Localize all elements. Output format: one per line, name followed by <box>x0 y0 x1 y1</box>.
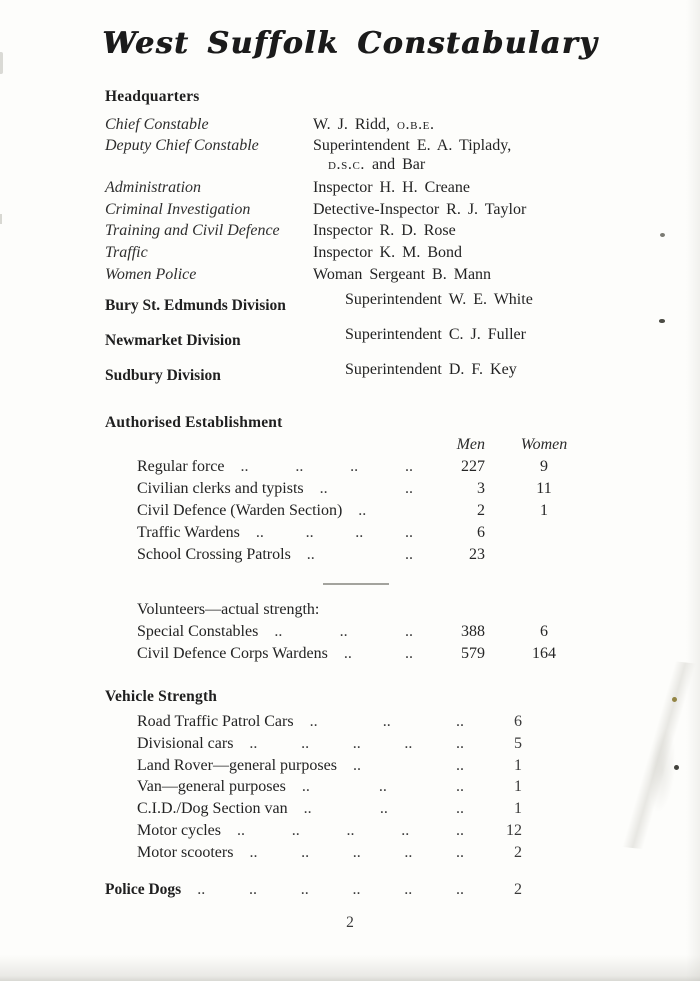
dot-leaders: .. <box>358 502 367 519</box>
volunteers-intro: Volunteers—actual strength: <box>137 601 320 618</box>
dot-leaders: .. .. .. .. <box>240 458 413 475</box>
dot-leaders: .. .. <box>306 546 413 563</box>
honour-abbreviation: o.b.e. <box>396 116 435 133</box>
count-value: 2 <box>514 881 522 898</box>
dot-leaders: .. .. .. .. .. <box>249 734 464 752</box>
role-label: Administration <box>105 178 202 196</box>
table-row <box>137 500 577 522</box>
role-label: Chief Constable <box>105 116 209 133</box>
dot-leaders: .. .. .. <box>274 623 413 640</box>
hq-row-administration <box>105 177 680 199</box>
division-superintendent: Superintendent C. J. Fuller <box>345 326 526 343</box>
officer-name-line2 <box>313 155 680 175</box>
men-value: 579 <box>461 645 485 662</box>
count-value: 1 <box>514 778 522 796</box>
headquarters-section <box>105 88 680 286</box>
men-value: 3 <box>477 480 485 497</box>
women-value: 6 <box>540 623 548 640</box>
hq-row-criminal-investigation <box>105 199 680 221</box>
police-dogs-label: Police Dogs <box>105 881 182 898</box>
row-label: C.I.D./Dog Section van <box>137 800 288 818</box>
headquarters-heading: Headquarters <box>105 88 200 105</box>
officer-name: Inspector K. M. Bond <box>313 244 462 262</box>
count-value: 2 <box>514 843 522 861</box>
division-name: Newmarket Division <box>105 332 241 349</box>
role-label: Training and Civil Defence <box>105 222 280 240</box>
officer-name <box>313 114 680 136</box>
hq-row-traffic <box>105 242 680 264</box>
role-label: Deputy Chief Constable <box>105 136 259 154</box>
dot-leaders: .. .. .. .. .. .. <box>197 881 464 898</box>
row-label: Civil Defence (Warden Section) <box>137 502 343 519</box>
officer-name-line1: Superintendent E. A. Tiplady, <box>313 136 512 154</box>
row-label: Road Traffic Patrol Cars <box>137 713 294 730</box>
women-value: 11 <box>536 480 552 497</box>
establishment-column-headers <box>137 434 577 456</box>
table-row <box>137 820 522 842</box>
spacer <box>137 434 437 456</box>
section-divider-rule <box>323 583 389 585</box>
table-row <box>105 879 522 901</box>
page-number: 2 <box>346 914 354 931</box>
men-value: 2 <box>477 502 485 519</box>
row-label: Civil Defence Corps Wardens <box>137 645 328 662</box>
role-label: Women Police <box>105 265 197 283</box>
headquarters-rows <box>105 114 680 286</box>
count-value: 6 <box>514 713 522 730</box>
table-row <box>137 643 577 665</box>
dot-leaders: .. .. .. <box>303 800 464 818</box>
officer-name <box>313 136 680 175</box>
scan-edge-shadow <box>686 0 700 981</box>
men-value: 388 <box>461 623 485 640</box>
hq-row-deputy-chief <box>105 136 680 175</box>
table-row <box>137 621 577 643</box>
dot-leaders: .. .. .. .. <box>255 524 413 541</box>
scan-edge-mark <box>0 214 2 224</box>
division-superintendent: Superintendent W. E. White <box>345 291 533 308</box>
dot-leaders: .. .. <box>343 645 413 662</box>
dot-leaders: .. .. <box>352 756 464 774</box>
hq-row-chief-constable <box>105 114 680 136</box>
hq-row-training-civil-defence <box>105 220 680 242</box>
row-label: Motor scooters <box>137 843 234 861</box>
table-row <box>137 733 522 755</box>
establishment-section <box>105 414 577 566</box>
table-row <box>137 776 522 798</box>
row-label: Divisional cars <box>137 734 234 752</box>
column-header-men: Men <box>456 436 485 453</box>
table-row <box>137 456 577 478</box>
women-value: 9 <box>540 458 548 475</box>
paper-crease <box>612 657 700 853</box>
row-label: Regular force <box>137 458 225 475</box>
row-label: Traffic Wardens <box>137 524 240 541</box>
row-label: Civilian clerks and typists <box>137 480 304 497</box>
dot-leaders: .. .. .. <box>301 778 464 796</box>
men-value: 227 <box>461 458 485 475</box>
dot-leaders: .. .. <box>319 480 413 497</box>
division-superintendent: Superintendent D. F. Key <box>345 361 517 378</box>
women-value <box>497 522 577 544</box>
honour-abbreviation: d.s.c. <box>328 156 365 174</box>
row-label: Land Rover—general purposes <box>137 756 337 774</box>
hq-row-women-police <box>105 264 680 286</box>
division-name: Bury St. Edmunds Division <box>105 297 286 314</box>
table-row <box>137 755 522 777</box>
honour-suffix-text: and Bar <box>365 156 426 174</box>
women-value: 164 <box>532 645 556 662</box>
officer-name: Inspector H. H. Creane <box>313 178 470 196</box>
table-row <box>137 798 522 820</box>
count-value: 1 <box>514 800 522 818</box>
row-label: Special Constables <box>137 623 259 640</box>
officer-name-text: W. J. Ridd, <box>313 116 390 133</box>
scan-bottom-shadow <box>0 955 700 981</box>
establishment-heading: Authorised Establishment <box>105 414 283 431</box>
women-value: 1 <box>540 502 548 519</box>
table-row <box>137 842 522 864</box>
table-row <box>137 711 522 733</box>
scan-speck <box>674 765 679 770</box>
division-row-sudbury <box>105 361 680 402</box>
police-dogs-section <box>105 879 522 901</box>
officer-name: Detective-Inspector R. J. Taylor <box>313 200 527 218</box>
dot-leaders: .. .. .. .. .. <box>249 843 464 861</box>
vehicle-strength-section <box>105 688 522 864</box>
women-value <box>497 544 577 566</box>
dot-leaders: .. .. .. .. .. <box>236 821 464 839</box>
volunteers-section <box>105 599 577 665</box>
men-value: 23 <box>469 546 485 563</box>
officer-name: Woman Sergeant B. Mann <box>313 265 492 283</box>
vehicle-rows <box>105 711 522 864</box>
row-label: Motor cycles <box>137 821 221 839</box>
row-label: Van—general purposes <box>137 778 286 796</box>
count-value: 12 <box>506 821 522 839</box>
row-label: School Crossing Patrols <box>137 546 291 563</box>
role-label: Criminal Investigation <box>105 200 251 218</box>
report-title: West Suffolk Constabulary <box>102 26 598 61</box>
table-row <box>137 544 577 566</box>
table-row <box>137 478 577 500</box>
officer-name: Inspector R. D. Rose <box>313 222 456 240</box>
dot-leaders: .. .. .. <box>309 713 464 730</box>
role-label: Traffic <box>105 244 148 262</box>
division-name: Sudbury Division <box>105 367 221 384</box>
table-row <box>137 522 577 544</box>
column-header-women: Women <box>520 436 568 453</box>
vehicle-strength-heading: Vehicle Strength <box>105 688 218 705</box>
scan-speck <box>672 697 677 702</box>
divisions-section <box>105 291 680 402</box>
count-value: 1 <box>514 756 522 774</box>
count-value: 5 <box>514 734 522 752</box>
men-value: 6 <box>477 524 485 541</box>
